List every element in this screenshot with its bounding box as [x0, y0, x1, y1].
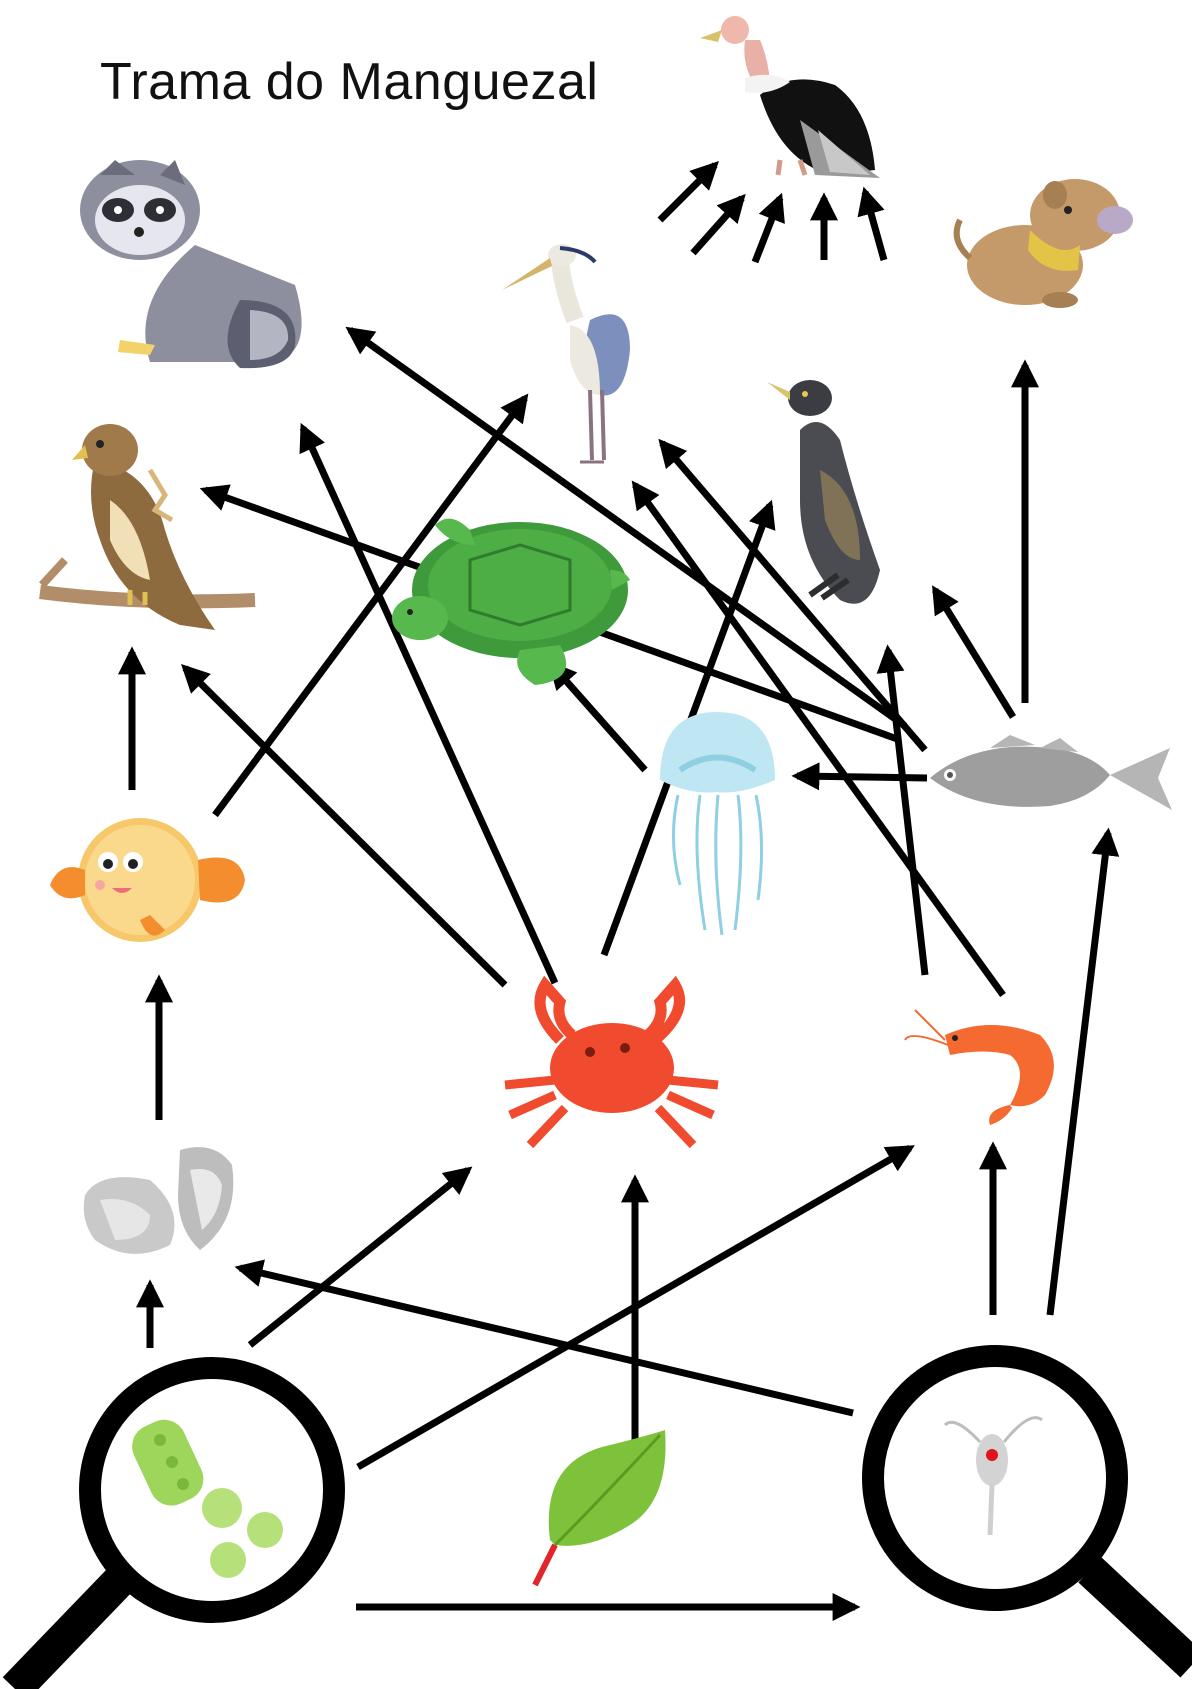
arrow	[693, 198, 742, 253]
jellyfish-icon	[660, 712, 775, 935]
shrimp-icon	[905, 1010, 1054, 1125]
arrow	[755, 198, 780, 262]
arrow	[797, 776, 927, 778]
heron-icon	[502, 244, 630, 462]
hawk-icon	[40, 424, 255, 630]
page-title: Trama do Manguezal	[100, 53, 599, 111]
fish-icon	[930, 735, 1172, 810]
turtle-icon	[392, 519, 630, 685]
vulture-icon	[700, 16, 880, 178]
phytoplankton-magnifier-icon	[15, 1368, 334, 1689]
arrow	[935, 590, 1013, 717]
arrow	[1050, 833, 1108, 1315]
raccoon-icon	[80, 160, 302, 368]
arrow	[552, 665, 645, 770]
arrow	[250, 1170, 468, 1345]
cormorant-icon	[767, 380, 880, 604]
arrow	[185, 668, 505, 985]
oyster-icon	[84, 1147, 234, 1254]
pufferfish-icon	[50, 818, 245, 942]
arrow	[865, 192, 884, 260]
mangrove-leaf-icon	[535, 1430, 666, 1585]
arrow	[303, 428, 555, 983]
crab-icon	[505, 985, 718, 1145]
arrow	[240, 1268, 853, 1413]
zooplankton-magnifier-icon	[873, 1356, 1192, 1665]
arrow	[660, 165, 715, 220]
rodent-icon	[957, 179, 1133, 308]
arrow	[888, 650, 925, 975]
